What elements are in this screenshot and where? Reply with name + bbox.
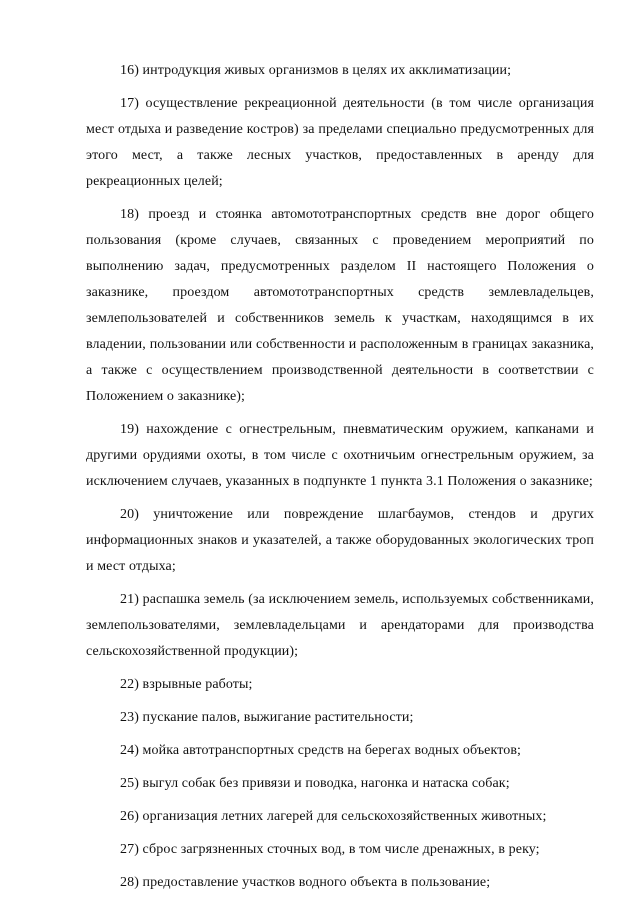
- list-item-23: 23) пускание палов, выжигание растительности;: [120, 710, 414, 725]
- list-item-21: 21) распашка земель (за исключением земель, используемых собственниками, землепользователями, землевладельцами и арендаторами для производства сельскохозяйственной продукции);: [86, 592, 594, 659]
- list-item-24: 24) мойка автотранспортных средств на берегах водных объектов;: [120, 743, 522, 758]
- document-body: [86, 58, 594, 903]
- list-item-28: 28) предоставление участков водного объекта в пользование;: [120, 875, 491, 890]
- list-item-18: 18) проезд и стоянка автомототранспортных средств вне дорог общего пользования (кроме случаев, связанных с проведением мероприятий по выполнению задач, предусмотренных разделом II настоящего Положения о заказнике, проездом автомототранспортных средств землевладельцев, землепользователей и собственников земель к участкам, находящимся в их владении, пользовании или собственности и расположенным в границах заказника, а также с осуществлением производственной деятельности в соответствии с Положением о заказнике);: [86, 207, 594, 404]
- list-item-17: 17) осуществление рекреационной деятельности (в том числе организация мест отдыха и разведение костров) за пределами специально предусмотренных для этого мест, а также лесных участков, предоставленных в аренду для рекреационных целей;: [86, 96, 594, 189]
- list-item-25: 25) выгул собак без привязи и поводка, нагонка и натаска собак;: [120, 776, 510, 791]
- list-item-16: 16) интродукция живых организмов в целях их акклиматизации;: [120, 63, 512, 78]
- list-item-20: 20) уничтожение или повреждение шлагбаумов, стендов и других информационных знаков и указателей, а также оборудованных экологических троп и мест отдыха;: [86, 507, 594, 574]
- list-item-26: 26) организация летних лагерей для сельскохозяйственных животных;: [120, 809, 547, 824]
- list-item-19: 19) нахождение с огнестрельным, пневматическим оружием, капканами и другими орудиями охоты, в том числе с охотничьим огнестрельным оружием, за исключением случаев, указанных в подпункте 1 пункта 3.1 Положения о заказнике;: [86, 422, 594, 489]
- list-item-22: 22) взрывные работы;: [120, 677, 253, 692]
- list-item-27: 27) сброс загрязненных сточных вод, в том числе дренажных, в реку;: [120, 842, 540, 857]
